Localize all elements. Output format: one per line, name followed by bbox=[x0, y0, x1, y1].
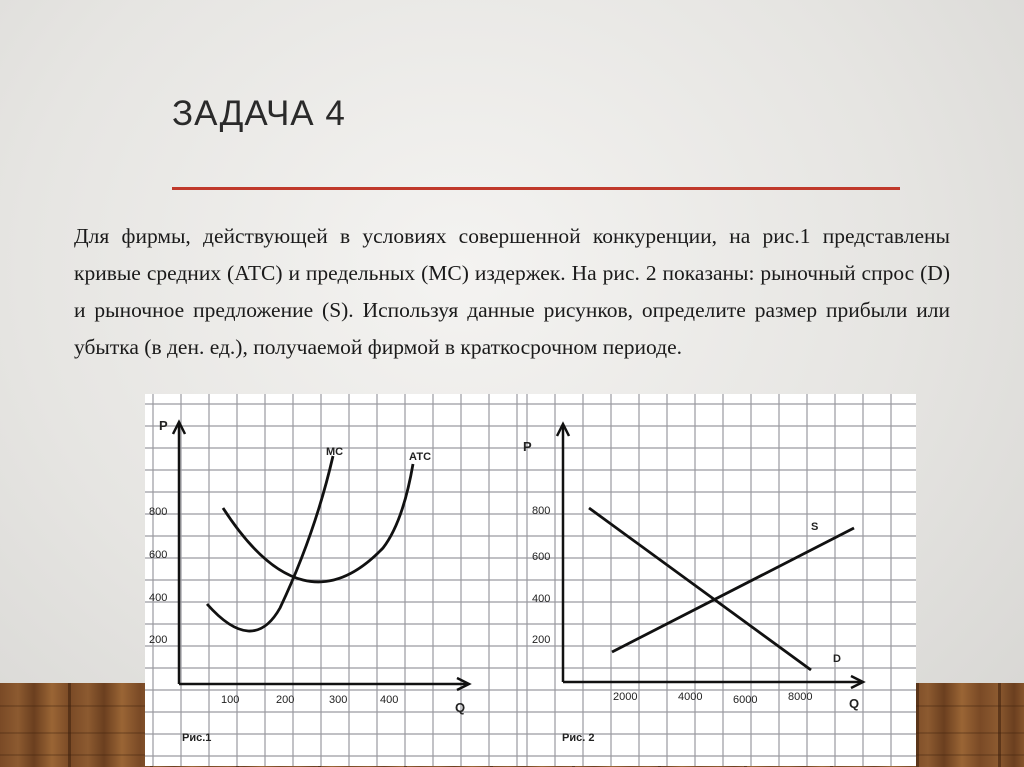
series-label: АТС bbox=[409, 451, 432, 463]
y-tick-label: 600 bbox=[532, 551, 551, 563]
figure-caption: Рис.1 bbox=[182, 732, 212, 744]
y-axis-label: P bbox=[159, 418, 168, 433]
mc-curve bbox=[207, 456, 333, 631]
x-tick-label: 300 bbox=[329, 694, 348, 706]
y-tick-label: 400 bbox=[532, 593, 551, 605]
y-tick-label: 200 bbox=[532, 634, 551, 646]
x-tick-label: 4000 bbox=[678, 691, 703, 703]
x-tick-label: 8000 bbox=[788, 691, 813, 703]
y-tick-label: 800 bbox=[149, 506, 168, 518]
atc-curve bbox=[223, 464, 413, 582]
x-tick-label: 200 bbox=[276, 694, 295, 706]
x-axis-label: Q bbox=[849, 696, 860, 711]
y-tick-label: 200 bbox=[149, 634, 168, 646]
figure-caption: Рис. 2 bbox=[562, 732, 595, 744]
title-underline bbox=[172, 187, 900, 190]
y-tick-label: 400 bbox=[149, 592, 168, 604]
x-tick-label: 100 bbox=[221, 694, 240, 706]
x-tick-label: 6000 bbox=[733, 694, 758, 706]
series-label: МС bbox=[326, 446, 344, 458]
slide-title: ЗАДАЧА 4 bbox=[172, 94, 346, 133]
figure-2 bbox=[521, 394, 916, 766]
x-tick-label: 400 bbox=[380, 694, 399, 706]
series-label: D bbox=[833, 653, 841, 665]
y-tick-label: 800 bbox=[532, 505, 551, 517]
y-axis-label: P bbox=[523, 439, 532, 454]
series-label: S bbox=[811, 521, 819, 533]
y-tick-label: 600 bbox=[149, 549, 168, 561]
supply-line bbox=[612, 528, 854, 652]
axes bbox=[557, 424, 863, 688]
x-axis-label: Q bbox=[455, 700, 466, 715]
figure-1 bbox=[145, 394, 521, 766]
x-tick-label: 2000 bbox=[613, 691, 638, 703]
task-text: Для фирмы, действующей в условиях совершенной конкуренции, на рис.1 представлены кривые средних (АТС) и предельных (МС) издержек. На рис. 2 показаны: рыночный спрос (D) и рыночное предложение (S). Используя данные рисунков, определите размер прибыли или убытка (в ден. ед.), получаемой фирмой в краткосрочном периоде. bbox=[74, 224, 950, 359]
